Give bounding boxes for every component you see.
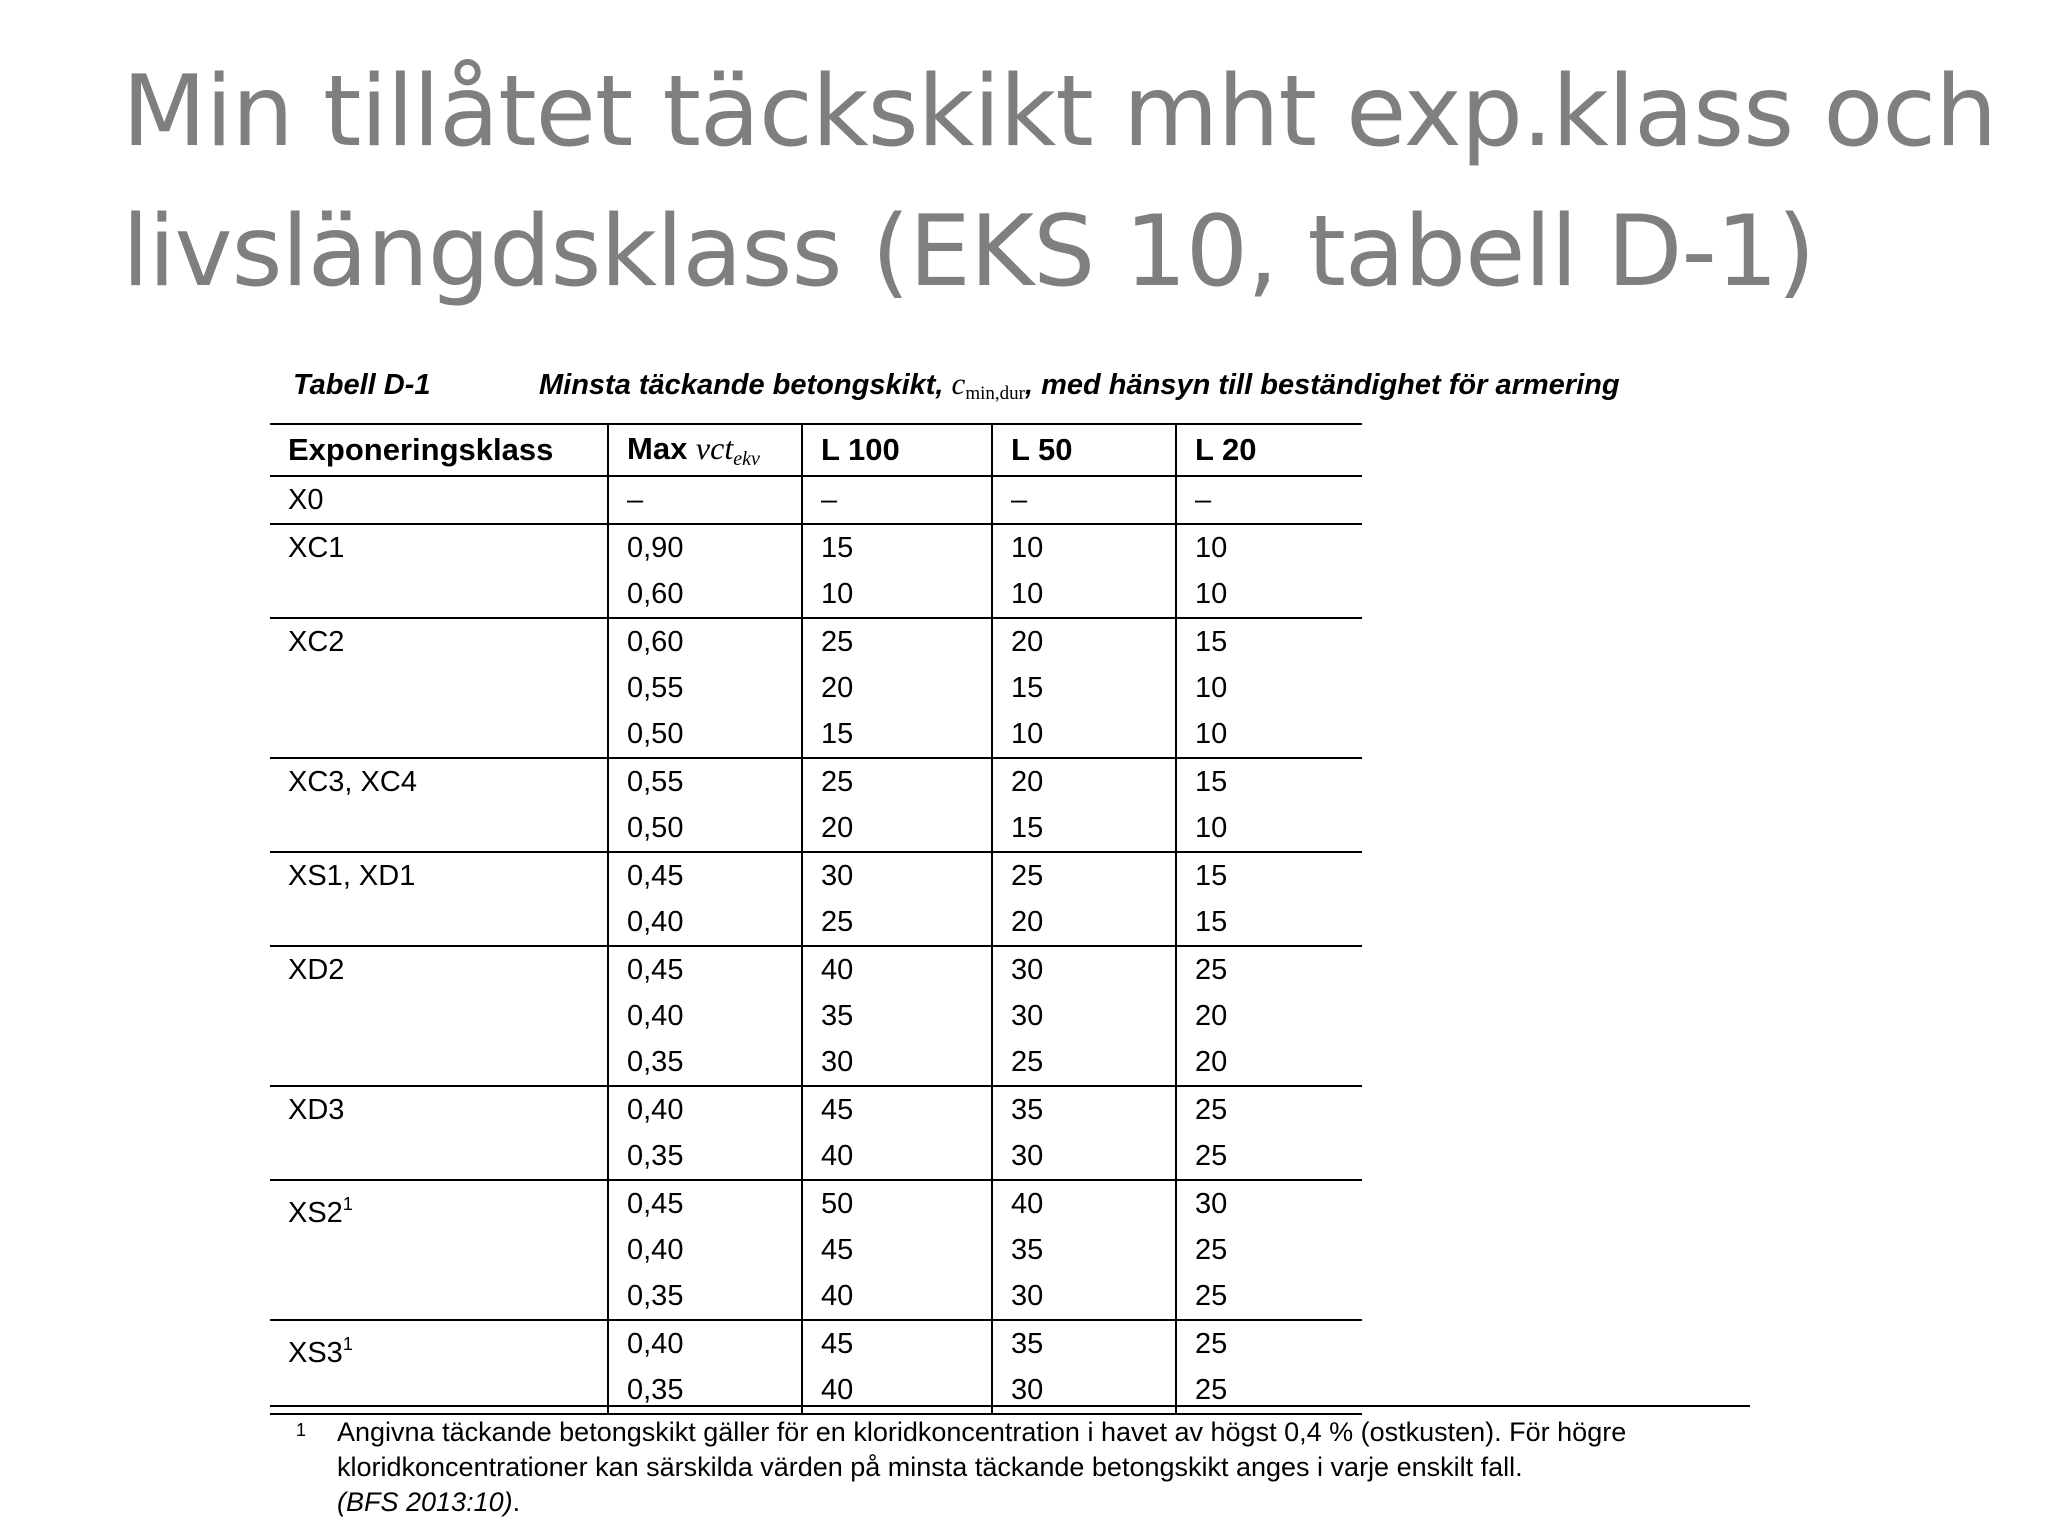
l100-value: 45 bbox=[821, 1094, 854, 1126]
header-max-vct: Max vct$_{ekv}$ bbox=[608, 424, 802, 476]
l50-value: 25 bbox=[1011, 860, 1044, 892]
l20-value: 20 bbox=[1195, 1000, 1228, 1032]
l50-value: 15 bbox=[1011, 672, 1044, 704]
table-caption-text: Minsta täckande betongskikt, $c_{min,dur}$, med hänsyn till beständighet för armering bbox=[539, 366, 1620, 404]
header-l50: L 50 bbox=[992, 424, 1176, 476]
l100-value: 20 bbox=[821, 672, 854, 704]
l100-value: 45 bbox=[821, 1328, 854, 1360]
l20-value: 25 bbox=[1195, 1280, 1228, 1312]
table-caption-label: Tabell D-1 bbox=[293, 369, 431, 401]
table-header-row bbox=[270, 424, 1362, 476]
max-vct-value: 0,50 bbox=[627, 718, 684, 750]
l100-value: 40 bbox=[821, 954, 854, 986]
max-vct-value: – bbox=[627, 484, 644, 516]
l100-value: 40 bbox=[821, 1140, 854, 1172]
max-vct-cell bbox=[608, 758, 802, 852]
l50-value: 10 bbox=[1011, 578, 1044, 610]
footnote-ref-mark: 1 bbox=[342, 1194, 353, 1214]
max-vct-value: 0,60 bbox=[627, 578, 684, 610]
l20-cell bbox=[1176, 852, 1362, 946]
l20-value: 15 bbox=[1195, 906, 1228, 938]
header-l100: L 100 bbox=[802, 424, 992, 476]
l50-cell bbox=[992, 946, 1176, 1086]
l50-value: 30 bbox=[1011, 1140, 1044, 1172]
c-min-dur-symbol: c bbox=[951, 366, 966, 401]
l100-value: 25 bbox=[821, 626, 854, 658]
max-vct-cell bbox=[608, 1320, 802, 1414]
max-vct-value: 0,40 bbox=[627, 906, 684, 938]
l100-cell bbox=[802, 618, 992, 758]
max-vct-cell bbox=[608, 852, 802, 946]
l50-cell bbox=[992, 1086, 1176, 1180]
table-row bbox=[270, 618, 1362, 758]
table-row bbox=[270, 852, 1362, 946]
l100-cell bbox=[802, 524, 992, 618]
max-vct-value: 0,40 bbox=[627, 1094, 684, 1126]
table-footnote bbox=[270, 1405, 1750, 1520]
max-vct-value: 0,45 bbox=[627, 954, 684, 986]
l50-value: 40 bbox=[1011, 1188, 1044, 1220]
l20-cell bbox=[1176, 1086, 1362, 1180]
header-l20: L 20 bbox=[1176, 424, 1362, 476]
l50-value: 30 bbox=[1011, 1374, 1044, 1406]
l20-value: 15 bbox=[1195, 626, 1228, 658]
l100-cell bbox=[802, 758, 992, 852]
l20-value: 25 bbox=[1195, 1094, 1228, 1126]
l100-cell bbox=[802, 476, 992, 524]
l50-value: 35 bbox=[1011, 1328, 1044, 1360]
l50-value: 10 bbox=[1011, 718, 1044, 750]
table-row bbox=[270, 1180, 1362, 1320]
l100-value: 45 bbox=[821, 1234, 854, 1266]
max-vct-value: 0,35 bbox=[627, 1374, 684, 1406]
l20-value: 15 bbox=[1195, 860, 1228, 892]
max-vct-value: 0,55 bbox=[627, 672, 684, 704]
max-vct-value: 0,45 bbox=[627, 860, 684, 892]
l50-value: 20 bbox=[1011, 906, 1044, 938]
l20-value: 25 bbox=[1195, 1140, 1228, 1172]
l50-cell bbox=[992, 852, 1176, 946]
l50-value: 20 bbox=[1011, 766, 1044, 798]
table-row bbox=[270, 524, 1362, 618]
l20-cell bbox=[1176, 1180, 1362, 1320]
l20-cell bbox=[1176, 758, 1362, 852]
header-exposure-class: Exponeringsklass bbox=[270, 424, 608, 476]
l100-cell bbox=[802, 1086, 992, 1180]
table-row bbox=[270, 476, 1362, 524]
exposure-class-label: XC1 bbox=[288, 532, 345, 564]
l50-value: – bbox=[1011, 484, 1028, 516]
footnote-text: Angivna täckande betongskikt gäller för en kloridkoncentration i havet av högst 0,4 % (ostkusten). För högre kloridkoncentrationer kan särskilda värden på minsta täckande betongskikt anges i varje enskilt fall. (BFS 2013:10). bbox=[337, 1417, 1627, 1517]
l20-cell bbox=[1176, 946, 1362, 1086]
l20-value: – bbox=[1195, 484, 1212, 516]
exposure-class-label: XD2 bbox=[288, 954, 345, 986]
exposure-class-cell bbox=[270, 524, 608, 618]
footnote-mark: 1 bbox=[296, 1420, 307, 1440]
l100-cell bbox=[802, 946, 992, 1086]
exposure-class-label: XS2 bbox=[288, 1197, 343, 1229]
l20-value: 20 bbox=[1195, 1046, 1228, 1078]
l100-cell bbox=[802, 1320, 992, 1414]
l20-value: 10 bbox=[1195, 812, 1228, 844]
l100-value: 25 bbox=[821, 906, 854, 938]
l50-value: 35 bbox=[1011, 1094, 1044, 1126]
exposure-class-cell bbox=[270, 1086, 608, 1180]
exposure-class-cell bbox=[270, 758, 608, 852]
l50-cell bbox=[992, 1320, 1176, 1414]
l20-cell bbox=[1176, 618, 1362, 758]
max-vct-value: 0,40 bbox=[627, 1000, 684, 1032]
exposure-class-cell bbox=[270, 476, 608, 524]
cover-table bbox=[270, 423, 1362, 1415]
l20-cell bbox=[1176, 476, 1362, 524]
l50-value: 25 bbox=[1011, 1046, 1044, 1078]
footnote-reference: (BFS 2013:10) bbox=[337, 1487, 513, 1517]
l20-value: 15 bbox=[1195, 766, 1228, 798]
exposure-class-cell bbox=[270, 1320, 608, 1414]
l100-cell bbox=[802, 852, 992, 946]
l100-value: 20 bbox=[821, 812, 854, 844]
footnote-ref-mark: 1 bbox=[342, 1334, 353, 1354]
max-vct-value: 0,40 bbox=[627, 1234, 684, 1266]
slide-title-line-2: livslängdsklass (EKS 10, tabell D-1) bbox=[122, 195, 1815, 309]
exposure-class-label: XC2 bbox=[288, 626, 345, 658]
l50-cell bbox=[992, 618, 1176, 758]
exposure-class-cell bbox=[270, 946, 608, 1086]
table-caption bbox=[293, 366, 1773, 405]
max-vct-value: 0,35 bbox=[627, 1046, 684, 1078]
slide-title-line-1: Min tillåtet täckskikt mht exp.klass och bbox=[122, 55, 1997, 169]
l100-value: 30 bbox=[821, 860, 854, 892]
l20-value: 25 bbox=[1195, 1374, 1228, 1406]
exposure-class-label: XC3, XC4 bbox=[288, 766, 417, 798]
l50-value: 30 bbox=[1011, 1280, 1044, 1312]
max-vct-value: 0,55 bbox=[627, 766, 684, 798]
l100-value: 40 bbox=[821, 1374, 854, 1406]
max-vct-value: 0,35 bbox=[627, 1140, 684, 1172]
l20-value: 30 bbox=[1195, 1188, 1228, 1220]
max-vct-cell bbox=[608, 618, 802, 758]
table-body bbox=[270, 476, 1362, 1414]
l100-value: 35 bbox=[821, 1000, 854, 1032]
exposure-class-label: XS1, XD1 bbox=[288, 860, 416, 892]
exposure-class-cell bbox=[270, 1180, 608, 1320]
l50-value: 15 bbox=[1011, 812, 1044, 844]
l50-cell bbox=[992, 524, 1176, 618]
l50-value: 30 bbox=[1011, 1000, 1044, 1032]
l20-value: 25 bbox=[1195, 954, 1228, 986]
slide-title bbox=[122, 42, 2002, 322]
exposure-class-label: XS3 bbox=[288, 1337, 343, 1369]
l100-value: 50 bbox=[821, 1188, 854, 1220]
max-vct-value: 0,60 bbox=[627, 626, 684, 658]
max-vct-value: 0,35 bbox=[627, 1280, 684, 1312]
max-vct-value: 0,45 bbox=[627, 1188, 684, 1220]
l50-cell bbox=[992, 758, 1176, 852]
l50-value: 20 bbox=[1011, 626, 1044, 658]
l50-value: 30 bbox=[1011, 954, 1044, 986]
l100-value: – bbox=[821, 484, 838, 516]
exposure-class-cell bbox=[270, 618, 608, 758]
l100-value: 10 bbox=[821, 578, 854, 610]
l100-cell bbox=[802, 1180, 992, 1320]
l20-value: 10 bbox=[1195, 532, 1228, 564]
l20-cell bbox=[1176, 524, 1362, 618]
exposure-class-label: X0 bbox=[288, 484, 324, 516]
l100-value: 25 bbox=[821, 766, 854, 798]
table-row bbox=[270, 946, 1362, 1086]
max-vct-cell bbox=[608, 476, 802, 524]
l20-value: 10 bbox=[1195, 672, 1228, 704]
exposure-class-label: XD3 bbox=[288, 1094, 345, 1126]
max-vct-cell bbox=[608, 524, 802, 618]
l50-value: 10 bbox=[1011, 532, 1044, 564]
l20-value: 10 bbox=[1195, 718, 1228, 750]
max-vct-value: 0,40 bbox=[627, 1328, 684, 1360]
l20-value: 25 bbox=[1195, 1328, 1228, 1360]
l50-value: 35 bbox=[1011, 1234, 1044, 1266]
table-row bbox=[270, 1086, 1362, 1180]
max-vct-value: 0,90 bbox=[627, 532, 684, 564]
max-vct-cell bbox=[608, 946, 802, 1086]
l20-cell bbox=[1176, 1320, 1362, 1414]
l100-value: 40 bbox=[821, 1280, 854, 1312]
max-vct-cell bbox=[608, 1180, 802, 1320]
l20-value: 25 bbox=[1195, 1234, 1228, 1266]
l100-value: 15 bbox=[821, 718, 854, 750]
l50-cell bbox=[992, 1180, 1176, 1320]
l50-cell bbox=[992, 476, 1176, 524]
max-vct-value: 0,50 bbox=[627, 812, 684, 844]
max-vct-cell bbox=[608, 1086, 802, 1180]
l100-value: 15 bbox=[821, 532, 854, 564]
exposure-class-cell bbox=[270, 852, 608, 946]
l100-value: 30 bbox=[821, 1046, 854, 1078]
table-row bbox=[270, 1320, 1362, 1414]
table-row bbox=[270, 758, 1362, 852]
l20-value: 10 bbox=[1195, 578, 1228, 610]
